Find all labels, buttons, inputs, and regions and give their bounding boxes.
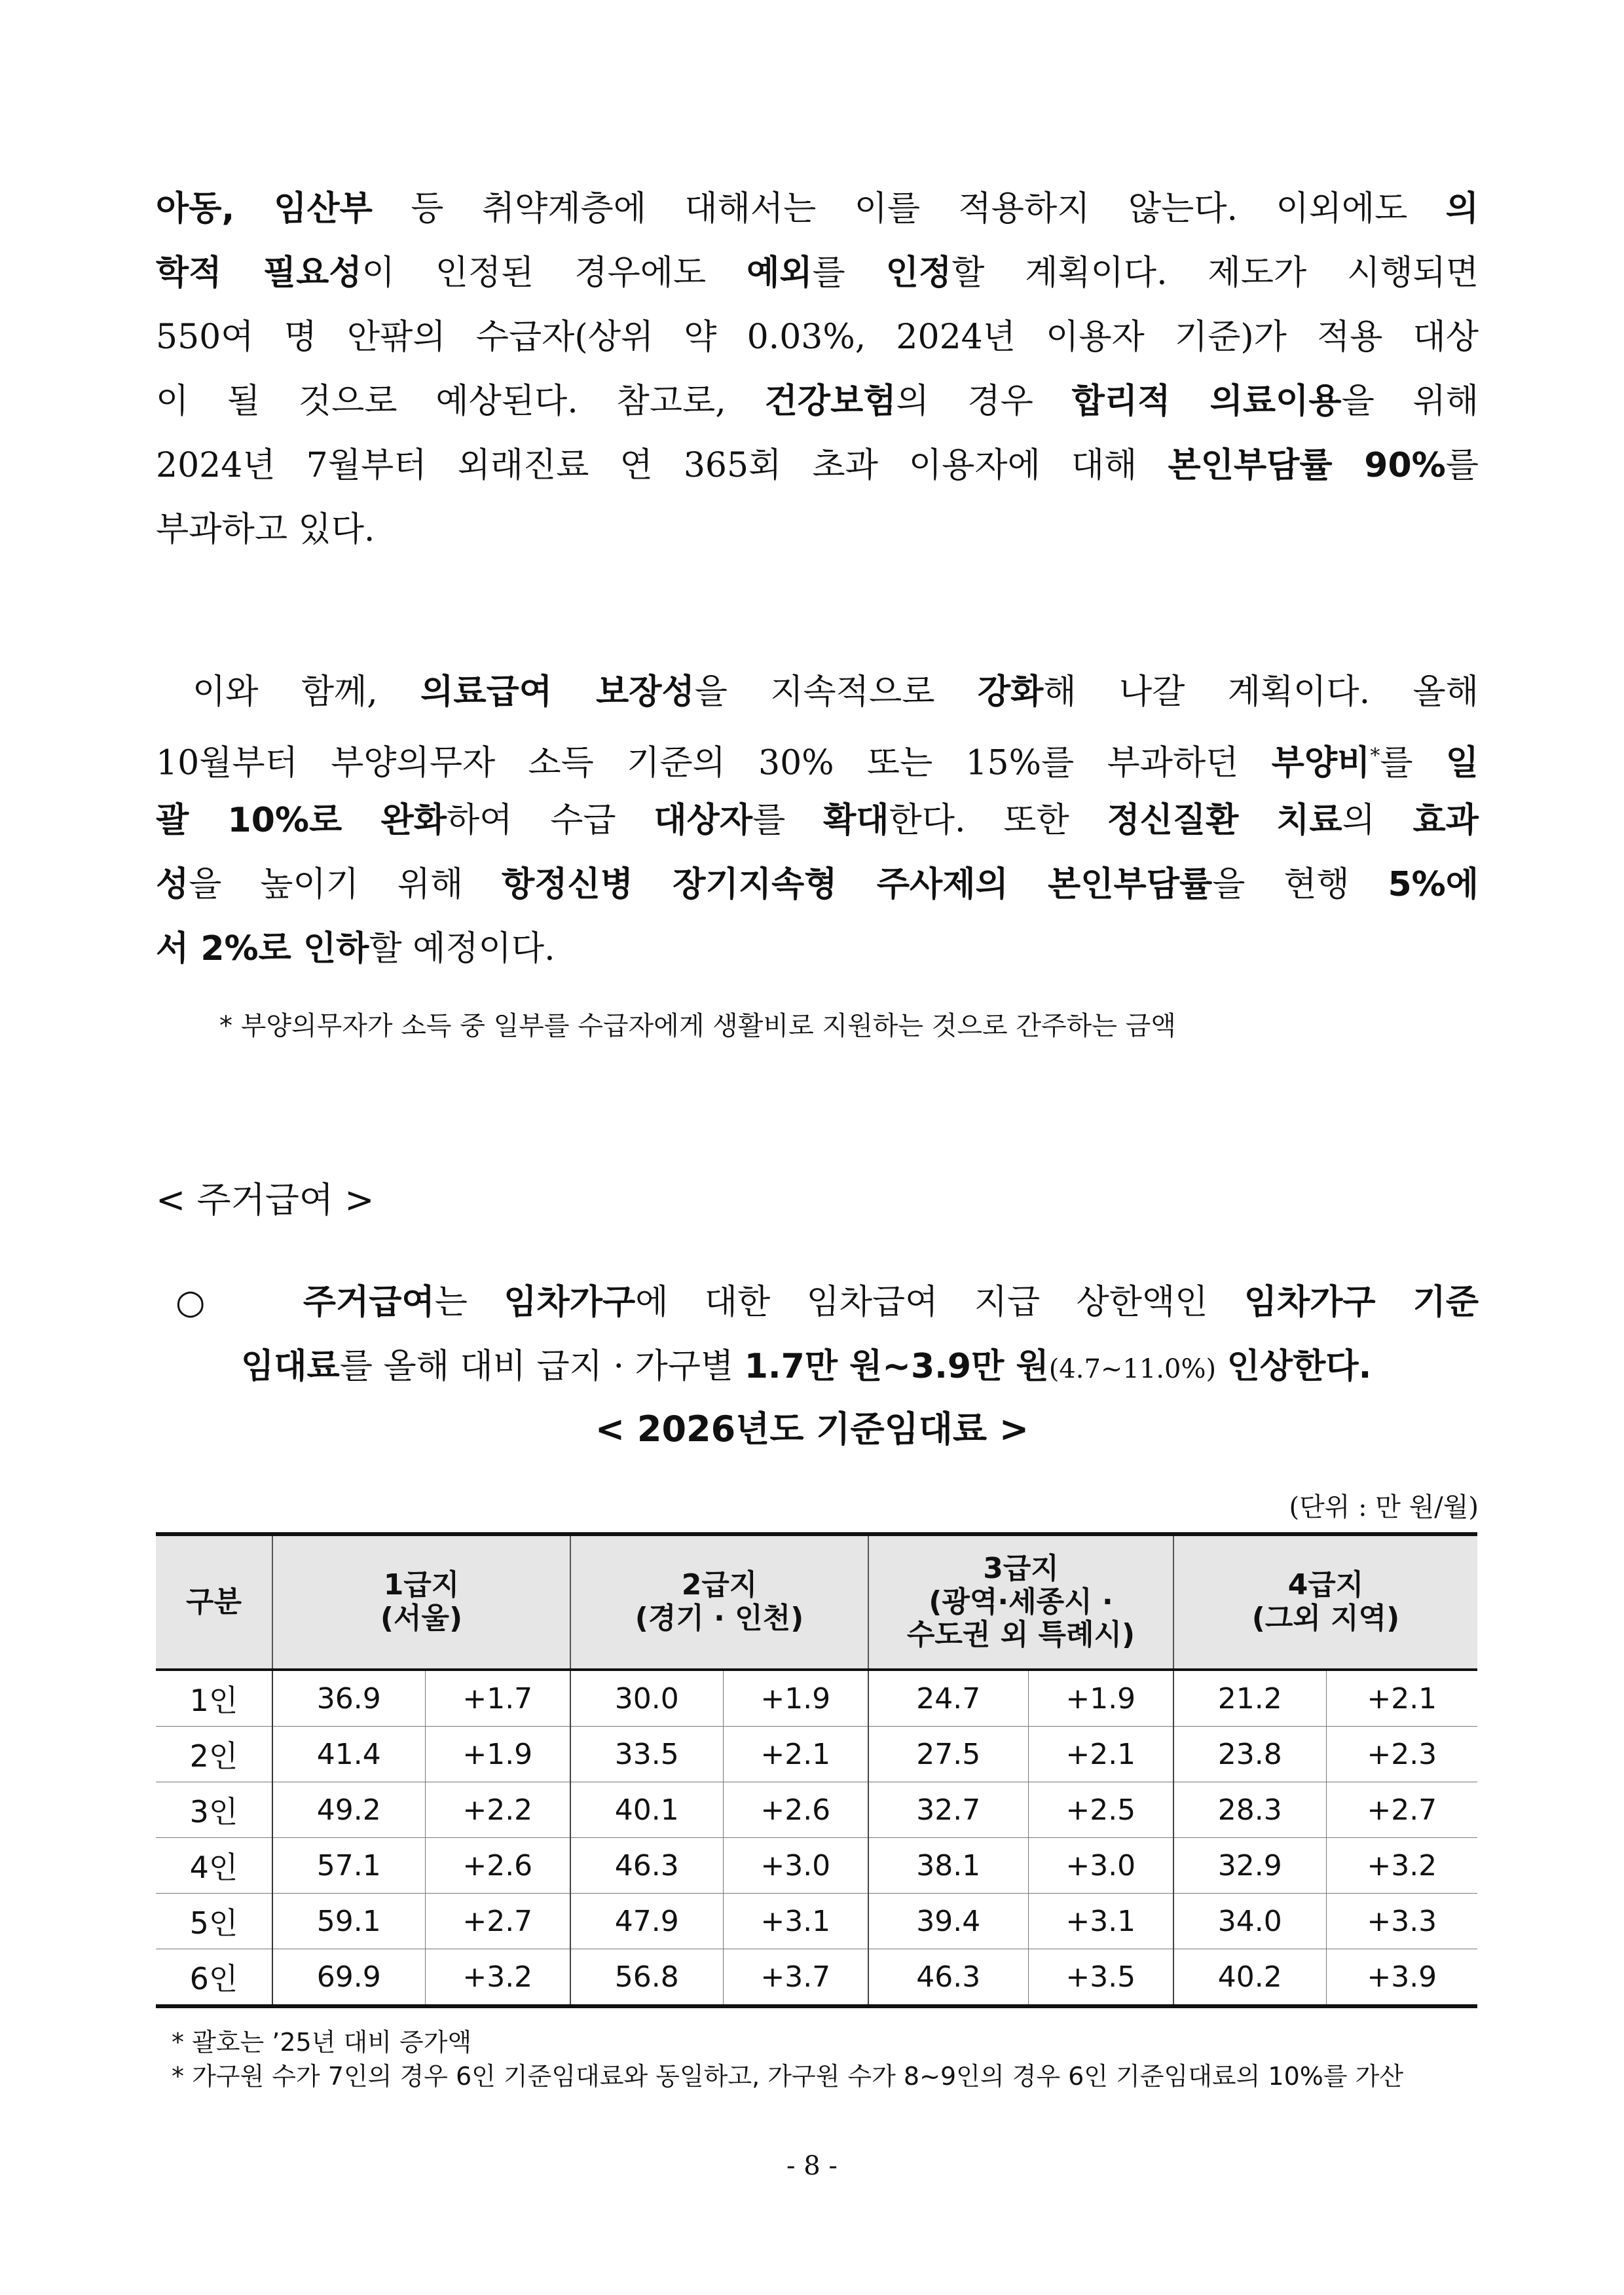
rent-value-cell: 23.8 — [1173, 1727, 1326, 1782]
increase-value-cell: +2.1 — [723, 1727, 868, 1782]
row-label: 5인 — [156, 1894, 272, 1949]
text-run: 이와 함께, — [193, 672, 421, 712]
paragraph2-line — [156, 724, 1479, 788]
table-body — [156, 1670, 1477, 2006]
bullet-line-1 — [175, 1270, 1479, 1334]
bold-text-run: 효과 — [1412, 801, 1479, 840]
text-run: 부과하고 있다. — [156, 510, 375, 549]
bold-text-run: 일 — [1445, 743, 1479, 783]
text-run: 해 나갈 계획이다. 올해 — [1043, 672, 1479, 712]
rent-value-cell: 28.3 — [1173, 1782, 1326, 1838]
increase-value-cell: +1.9 — [425, 1727, 570, 1782]
bold-text-run: 인상한다. — [1227, 1347, 1372, 1386]
increase-value-cell: +2.5 — [1028, 1782, 1173, 1838]
text-run: 를 올해 대비 급지 · 가구별 — [339, 1347, 745, 1386]
text-run: * — [1370, 744, 1380, 767]
rent-value-cell: 47.9 — [570, 1894, 723, 1949]
increase-value-cell: +3.1 — [723, 1894, 868, 1949]
rent-value-cell: 21.2 — [1173, 1670, 1326, 1727]
increase-value-cell: +3.2 — [1326, 1838, 1477, 1894]
text-run: 이 인정된 경우에도 — [361, 253, 747, 293]
rent-value-cell: 59.1 — [272, 1894, 425, 1949]
row-label: 4인 — [156, 1838, 272, 1894]
footnote-2: * 가구원 수가 7인의 경우 6인 기준임대료와 동일하고, 가구원 수가 8~9인의 경우 6인 기준임대료의 10%를 가산 — [172, 2062, 1404, 2091]
bold-text-run: 치료 — [1276, 801, 1342, 840]
increase-value-cell: +3.7 — [723, 1949, 868, 2007]
rent-value-cell: 40.1 — [570, 1782, 723, 1838]
bold-text-run: 의료급여 보장성 — [420, 672, 695, 712]
rent-value-cell: 33.5 — [570, 1727, 723, 1782]
rent-value-cell: 46.3 — [868, 1949, 1028, 2007]
table-row — [156, 1949, 1477, 2007]
paragraph-2 — [156, 660, 1479, 981]
text-run: 이 될 것으로 예상된다. 참고로, — [156, 382, 765, 421]
bullet-item — [175, 1270, 1479, 1399]
text-run: 등 취약계층에 대해서는 이를 적용하지 않는다. 이외에도 — [372, 189, 1446, 229]
header-grade-2: 2급지 (경기 · 인천) — [570, 1534, 868, 1670]
increase-value-cell: +2.3 — [1326, 1727, 1477, 1782]
increase-value-cell: +2.7 — [425, 1894, 570, 1949]
rent-value-cell: 36.9 — [272, 1670, 425, 1727]
text-run: 을 위해 — [1341, 382, 1479, 421]
bullet-line-1-text — [303, 1283, 1479, 1322]
bold-text-run: 서 2%로 인하 — [156, 929, 369, 968]
text-run: 를 — [812, 253, 886, 293]
paragraph-1 — [156, 177, 1479, 562]
section-title: < 주거급여 > — [156, 1179, 375, 1221]
text-run: 에 대한 임차급여 지급 상한액인 — [635, 1283, 1244, 1322]
row-label: 1인 — [156, 1670, 272, 1727]
text-run: 을 지속적으로 — [694, 672, 978, 712]
bold-text-run: 합리적 의료이용 — [1071, 382, 1342, 421]
bold-text-run: 아동, 임산부 — [156, 189, 373, 229]
bold-text-run: 확대 — [823, 801, 889, 840]
increase-value-cell: +1.9 — [1028, 1670, 1173, 1727]
text-run: 의 경우 — [896, 382, 1072, 421]
paragraph-2-note: * 부양의무자가 소득 중 일부를 수급자에게 생활비로 지원하는 것으로 간주하는 금액 — [219, 1011, 1176, 1041]
increase-value-cell: +3.1 — [1028, 1894, 1173, 1949]
text-run: 할 예정이다. — [369, 929, 555, 968]
text-run — [1238, 801, 1276, 840]
header-grade-3: 3급지 (광역·세종시 · 수도권 외 특례시) — [868, 1534, 1173, 1670]
increase-value-cell: +1.7 — [425, 1670, 570, 1727]
table-unit: (단위 : 만 원/월) — [1289, 1492, 1479, 1522]
rent-value-cell: 24.7 — [868, 1670, 1028, 1727]
increase-value-cell: +2.6 — [425, 1838, 570, 1894]
row-label: 3인 — [156, 1782, 272, 1838]
rent-value-cell: 41.4 — [272, 1727, 425, 1782]
paragraph1-line — [156, 305, 1479, 369]
text-run: 을 현행 — [1212, 865, 1388, 904]
text-run: 를 — [1380, 743, 1446, 783]
rent-value-cell: 56.8 — [570, 1949, 723, 2007]
increase-value-cell: +2.6 — [723, 1782, 868, 1838]
rent-value-cell: 27.5 — [868, 1727, 1028, 1782]
increase-value-cell: +3.9 — [1326, 1949, 1477, 2007]
row-label: 6인 — [156, 1949, 272, 2007]
header-category: 구분 — [156, 1534, 272, 1670]
table-row — [156, 1894, 1477, 1949]
bold-text-run: 항정신병 장기지속형 주사제의 본인부담률 — [501, 865, 1213, 904]
table-row — [156, 1670, 1477, 1727]
table-title: < 2026년도 기준임대료 > — [595, 1408, 1029, 1450]
rent-table — [156, 1532, 1477, 2008]
header-grade-1: 1급지 (서울) — [272, 1534, 570, 1670]
paragraph1-line — [156, 241, 1479, 305]
paragraph1-line — [156, 369, 1479, 433]
text-run: 550여 명 안팎의 수급자(상위 약 0.03%, 2024년 이용자 기준)가 적용 대상 — [156, 318, 1479, 357]
text-run: (4.7~11.0%) — [1048, 1354, 1217, 1384]
increase-value-cell: +2.2 — [425, 1782, 570, 1838]
rent-value-cell: 39.4 — [868, 1894, 1028, 1949]
text-run — [1216, 1347, 1227, 1386]
table-row — [156, 1727, 1477, 1782]
increase-value-cell: +3.0 — [1028, 1838, 1173, 1894]
bold-text-run: 정신질환 — [1107, 801, 1239, 840]
bold-text-run: 인정 — [885, 253, 952, 293]
bold-text-run: 1.7만 원~3.9만 원 — [744, 1347, 1049, 1386]
paragraph2-line — [156, 788, 1479, 853]
bold-text-run: 건강보험 — [764, 382, 896, 421]
increase-value-cell: +3.0 — [723, 1838, 868, 1894]
table-row — [156, 1782, 1477, 1838]
paragraph1-line — [156, 433, 1479, 498]
bold-text-run: 괄 10%로 완화 — [156, 801, 447, 840]
bullet-circle-icon: ○ — [175, 1283, 231, 1322]
bold-text-run: 임차가구 — [504, 1283, 636, 1322]
bold-text-run: 의 — [1445, 189, 1479, 229]
text-run: 하여 수급 — [447, 801, 654, 840]
header-grade-4: 4급지 (그외 지역) — [1173, 1534, 1477, 1670]
row-label: 2인 — [156, 1727, 272, 1782]
paragraph1-line — [156, 177, 1479, 241]
paragraph2-line — [156, 853, 1479, 917]
paragraph1-line — [156, 498, 1479, 562]
rent-value-cell: 30.0 — [570, 1670, 723, 1727]
bold-text-run: 강화 — [977, 672, 1044, 712]
text-run: 한다. 또한 — [889, 801, 1107, 840]
footnote-1: * 괄호는 ’25년 대비 증가액 — [172, 2028, 472, 2057]
rent-value-cell: 38.1 — [868, 1838, 1028, 1894]
bullet-line-2 — [175, 1334, 1479, 1399]
rent-value-cell: 69.9 — [272, 1949, 425, 2007]
bold-text-run: 대상자 — [654, 801, 753, 840]
bold-text-run: 학적 필요성 — [156, 253, 362, 293]
text-run: 를 — [1445, 446, 1479, 485]
increase-value-cell: +2.7 — [1326, 1782, 1477, 1838]
rent-value-cell: 32.9 — [1173, 1838, 1326, 1894]
bold-text-run: 주거급여 — [303, 1283, 435, 1322]
rent-value-cell: 46.3 — [570, 1838, 723, 1894]
table-header-row — [156, 1534, 1477, 1670]
increase-value-cell: +3.2 — [425, 1949, 570, 2007]
increase-value-cell: +2.1 — [1028, 1727, 1173, 1782]
bold-text-run: 예외 — [747, 253, 813, 293]
increase-value-cell: +1.9 — [723, 1670, 868, 1727]
bold-text-run: 성 — [156, 865, 189, 904]
table-row — [156, 1838, 1477, 1894]
bold-text-run: 본인부담률 90% — [1168, 446, 1446, 485]
rent-value-cell: 32.7 — [868, 1782, 1028, 1838]
text-run: 를 — [752, 801, 824, 840]
paragraph2-line — [156, 660, 1479, 724]
bold-text-run: 5%에 — [1388, 865, 1479, 904]
text-run: 할 계획이다. 제도가 시행되면 — [951, 253, 1479, 293]
text-run: 2024년 7월부터 외래진료 연 365회 초과 이용자에 대해 — [156, 446, 1168, 485]
bold-text-run: 임차가구 기준 — [1244, 1283, 1479, 1322]
rent-value-cell: 40.2 — [1173, 1949, 1326, 2007]
increase-value-cell: +3.5 — [1028, 1949, 1173, 2007]
text-run: 의 — [1342, 801, 1413, 840]
rent-value-cell: 34.0 — [1173, 1894, 1326, 1949]
bold-text-run: 부양비 — [1271, 743, 1371, 783]
increase-value-cell: +2.1 — [1326, 1670, 1477, 1727]
text-run: 10월부터 부양의무자 소득 기준의 30% 또는 15%를 부과하던 — [156, 743, 1272, 783]
increase-value-cell: +3.3 — [1326, 1894, 1477, 1949]
rent-value-cell: 49.2 — [272, 1782, 425, 1838]
bold-text-run: 임대료 — [241, 1347, 340, 1386]
rent-value-cell: 57.1 — [272, 1838, 425, 1894]
page-number: - 8 - — [786, 2151, 838, 2181]
paragraph2-line — [156, 917, 1479, 981]
text-run: 는 — [434, 1283, 504, 1322]
text-run: 을 높이기 위해 — [189, 865, 502, 904]
